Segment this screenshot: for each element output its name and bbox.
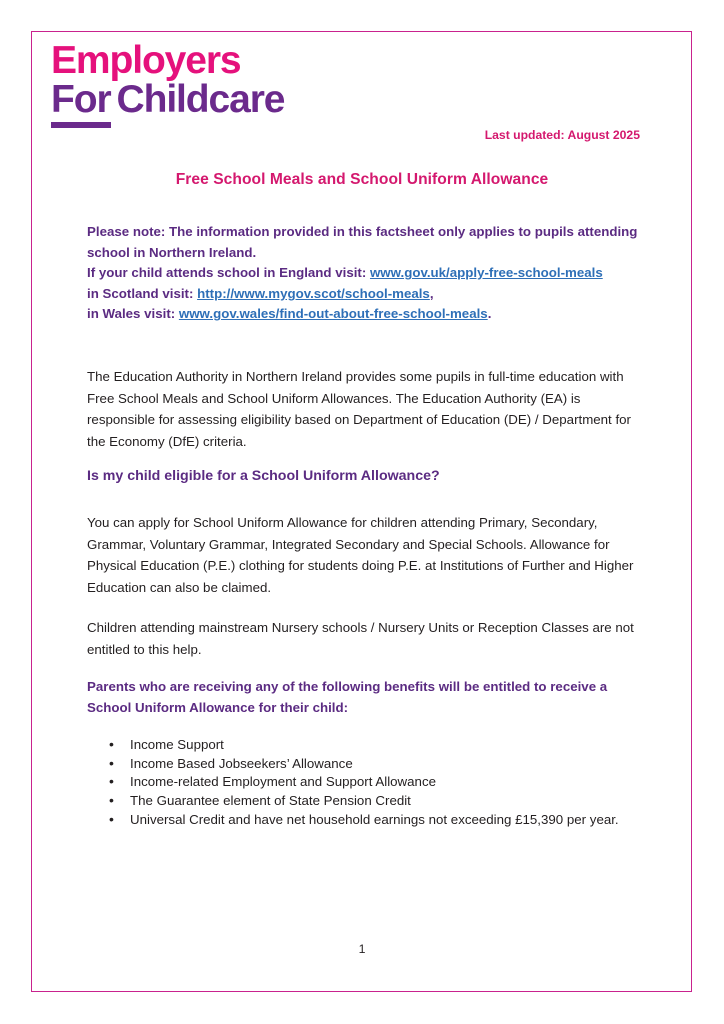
page-number: 1	[358, 942, 366, 956]
employers-for-childcare-logo	[51, 39, 351, 128]
intro-paragraph: The Education Authority in Northern Ireland provides some pupils in full-time education with Free School Meals and School Uniform Allowances. The Education Authority (EA) is responsible for assessing eligibility based on Department of Education (DE) / Department for the Economy (DfE) criteria.	[87, 369, 631, 449]
scotland-suffix: ,	[429, 285, 434, 301]
please-note-line-1: Please note: The information provided in this factsheet only applies to pupils attending school in Northern Ireland.	[87, 224, 638, 260]
last-updated-label: Last updated: August 2025	[484, 128, 640, 142]
logo-word-for: For	[51, 81, 111, 128]
logo-line-employers: Employers	[51, 39, 241, 82]
wales-prefix: in Wales visit:	[87, 306, 179, 322]
please-note-line-4	[87, 304, 639, 325]
page-title: Free School Meals and School Uniform Allowance	[175, 171, 549, 188]
please-note-line-3	[87, 284, 639, 305]
please-note-block	[87, 222, 639, 325]
list-item: • Universal Credit and have net household earnings not exceeding £15,390 per year.	[87, 813, 639, 826]
section-heading-eligibility: Is my child eligible for a School Uniform Allowance?	[87, 468, 440, 484]
list-item: • The Guarantee element of State Pension Credit	[87, 794, 639, 807]
wales-suffix: .	[487, 306, 492, 322]
list-item: • Income-related Employment and Support Allowance	[87, 775, 639, 788]
list-item: • Income Support	[87, 738, 639, 751]
benefits-list	[87, 738, 639, 831]
list-item: • Income Based Jobseekers’ Allowance	[87, 757, 639, 770]
apply-paragraph: You can apply for School Uniform Allowance for children attending Primary, Secondary, Grammar, Voluntary Grammar, Integrated Secondary and Special Schools. Allowance for Physical Education (P.E.) clothing for students doing P.E. at Institutions of Further and Higher Education can also be claimed.	[87, 515, 634, 595]
logo-word-childcare: Childcare	[116, 78, 285, 122]
england-prefix: If your child attends school in England visit:	[87, 265, 370, 281]
link-mygov-scot-school-meals[interactable]: http://www.mygov.scot/school-meals	[197, 285, 430, 301]
nursery-exclusion-paragraph: Children attending mainstream Nursery schools / Nursery Units or Reception Classes are not entitled to this help.	[87, 620, 634, 657]
please-note-line-2	[87, 263, 639, 284]
benefits-lead-paragraph: Parents who are receiving any of the following benefits will be entitled to receive a School Uniform Allowance for their child:	[87, 679, 608, 715]
link-gov-uk-free-school-meals[interactable]: www.gov.uk/apply-free-school-meals	[369, 265, 603, 281]
link-gov-wales-free-school-meals[interactable]: www.gov.wales/find-out-about-free-school-meals	[178, 306, 488, 322]
logo-line-for-childcare	[51, 78, 351, 128]
scotland-prefix: in Scotland visit:	[87, 285, 198, 301]
